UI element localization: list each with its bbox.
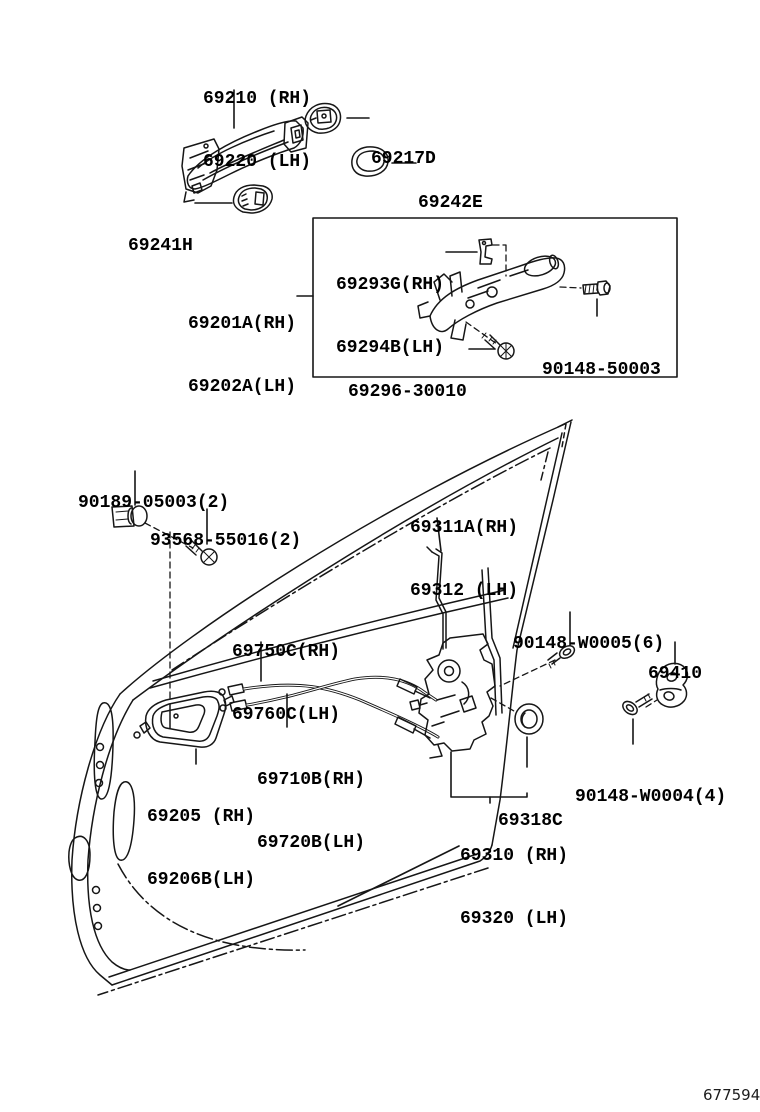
part-label-bezel-screw [150, 489, 301, 594]
part-number: 90148-50003 [542, 360, 661, 380]
part-number: 69217D [371, 149, 436, 169]
part-number: 69294B(LH) [336, 338, 445, 358]
part-label-lock-rod [410, 476, 518, 644]
part-label-striker [648, 622, 702, 727]
part-label-frame-screw [542, 318, 661, 423]
part-number: 69201A(RH) [188, 314, 297, 334]
part-number: 69750C(RH) [232, 642, 341, 662]
part-label-inside-handle [147, 765, 255, 933]
part-number: 69312 (LH) [410, 581, 519, 601]
part-number: 69320 (LH) [460, 909, 569, 929]
part-number: 93568-55016(2) [150, 531, 302, 551]
part-number: 90148-W0005(6) [513, 634, 665, 654]
grommet-drawing [515, 704, 543, 734]
part-number: 69206B(LH) [147, 870, 256, 890]
part-number: 69202A(LH) [188, 377, 297, 397]
frame-screw-drawing [583, 281, 610, 295]
part-label-front-cover [128, 194, 193, 299]
part-number: 69242E [418, 193, 483, 213]
part-number: 69210 (RH) [203, 89, 312, 109]
part-number: 69318C [498, 811, 563, 831]
part-label-striker-screw [575, 745, 726, 850]
inside-handle-drawing [134, 691, 234, 747]
part-number: 69241H [128, 236, 193, 256]
part-number: 69760C(LH) [232, 705, 341, 725]
part-number: 69296-30010 [348, 382, 467, 402]
part-label-frame-bolt [348, 340, 467, 445]
part-number: 90148-W0004(4) [575, 787, 727, 807]
part-number: 69220 (LH) [203, 152, 312, 172]
part-label-handle-frame [188, 272, 296, 440]
part-number: 69293G(RH) [336, 275, 445, 295]
part-number: 69410 [648, 664, 703, 684]
part-number: 90189-05003(2) [78, 493, 230, 513]
lock-assembly-drawing [410, 634, 495, 758]
part-number: 69310 (RH) [460, 846, 569, 866]
part-label-outside-handle [203, 47, 311, 215]
part-number: 69311A(RH) [410, 518, 519, 538]
part-label-lock-assembly [460, 804, 568, 972]
part-number: 69720B(LH) [257, 833, 366, 853]
part-number: 69710B(RH) [257, 770, 366, 790]
part-number: 69205 (RH) [147, 807, 256, 827]
part-label-locking-cable [257, 728, 365, 896]
part-label-lock-screw [513, 592, 664, 697]
figure-number: 677594 [703, 1086, 760, 1104]
